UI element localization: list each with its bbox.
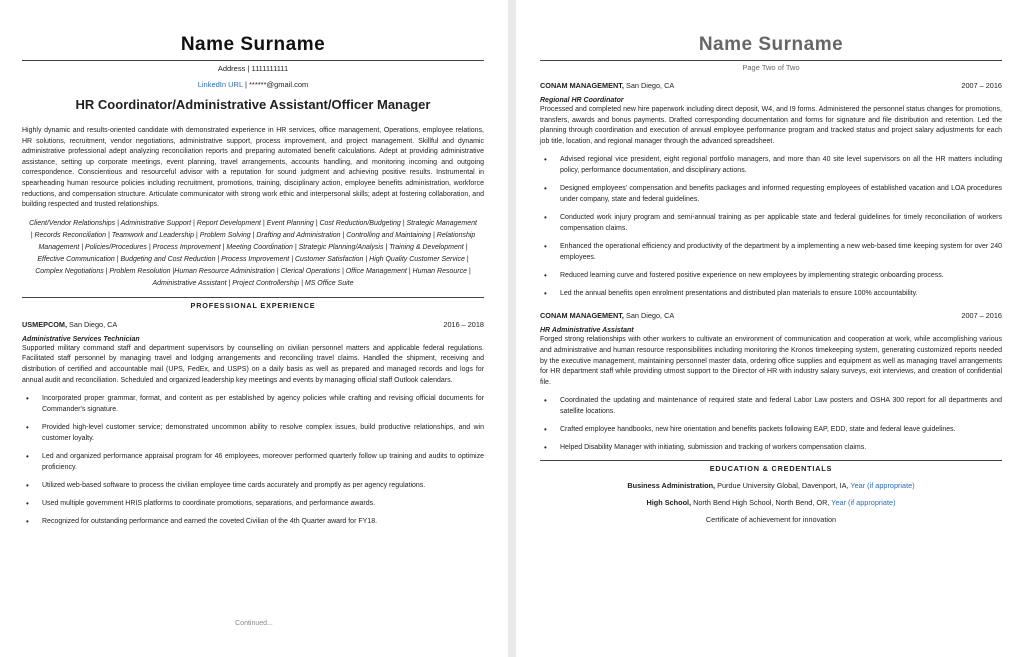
company-name: CONAM MANAGEMENT, [540, 311, 624, 321]
degree: Business Administration, [627, 481, 716, 491]
certificate-entry: Certificate of achievement for innovation [705, 515, 837, 525]
bullet-item: • Provided high-level customer service; demonstrated uncommon ability to resolve complex issues, build productive relationships, and win customer loyalty. [22, 422, 484, 444]
resume-headline: HR Coordinator/Administrative Assistant/Officer Manager [75, 97, 431, 112]
bullet-item: • Crafted employee handbooks, new hire orientation and benefits packets following EAP, EDD, state and federal leave guidelines. [540, 424, 1002, 435]
job-entry-conam-admin [540, 311, 1002, 453]
resume-page-two [516, 0, 1024, 657]
job-role: Administrative Services Technician [22, 335, 140, 343]
bullet-item: • Used multiple government HRIS platforms to coordinate promotions, separations, and performance awards. [22, 498, 484, 509]
contact-line [22, 80, 484, 89]
address-line: Address | 1111111111 [217, 64, 289, 73]
page-number-label: Page Two of Two [742, 63, 800, 72]
continued-note: Continued... [235, 620, 273, 627]
job-header [540, 311, 1002, 320]
section-heading-experience: PROFESSIONAL EXPERIENCE [22, 297, 484, 310]
job-header [540, 81, 1002, 90]
job-bullets [22, 393, 484, 527]
company-location: San Diego, CA [67, 319, 118, 329]
summary-paragraph: Highly dynamic and results-oriented candidate with demonstrated experience in HR services, office management, Operations, employee relations, HR solutions, recruitment, vendor negotiations, administrative support, process improvement, and project management. Skillful and dynamic administrative professional adept analyzing reconciliation reports and preparing automated benefit calculations. Adept at providing administrative assistance, setting up corporate meetings, event planning, travel arrangements, accounts handling, and monitoring incoming and outgoing correspondence. Conscientious and resourceful advisor with a reputation for sound judgment and achieving positive results. Instrumental in spearheading human resource policies including recruitment, promotions, training, disciplinary action, employee benefits administration, workforce reductions, and compensation structure. Articulate communicator with strong work ethic and interpersonal skills; adept at fostering collaboration, and building respected and trusted relationships. [22, 127, 484, 209]
school: North Bend High School, North Bend, OR, [691, 498, 832, 508]
job-dates: 2016 – 2018 [443, 319, 484, 329]
bullet-item: • Reduced learning curve and fostered positive experience on new employees by implementing strategic onboarding process. [540, 270, 1002, 281]
job-description: Supported military command staff and department supervisors by counselling on civilian personnel matters and applicable federal regulations. Facilitated staff personnel by managing travel and lodging arrangements and reconciling travel claims. Handled the shipment, receiving and distribution of certified and accountable mail (UPS, FedEx, and USPS) on a daily basis as well as prepared and managed records and logs for annual audit and reconciliation. Scheduled and organized leadership key meetings and events by managing official staff Outlook calendars. [22, 344, 484, 384]
bullet-item: • Helped Disability Manager with initiating, submission and tracking of workers compensation claims. [540, 442, 1002, 453]
job-entry-usmepcom [22, 320, 484, 527]
email-text: | ******@gmail.com [242, 80, 309, 89]
bullet-item: • Advised regional vice president, eight regional portfolio managers, and more than 40 site level supervisors on all the HR matters including policy, performance documentation, and disciplinary actions. [540, 154, 1002, 176]
job-dates: 2007 – 2016 [961, 81, 1002, 90]
job-header [22, 320, 484, 329]
year-link[interactable]: Year (if appropriate) [850, 481, 915, 491]
resume-page-one [0, 0, 508, 657]
education-entry [540, 498, 1002, 507]
candidate-name: Name Surname [180, 34, 326, 55]
job-dates: 2007 – 2016 [961, 311, 1002, 321]
bullet-item: • Incorporated proper grammar, format, and content as per established by agency policies while crafting and revising official documents for Commander's signature. [22, 393, 484, 415]
skills-list: Client/Vendor Relationships | Administrative Support | Report Development | Event Planning | Cost Reduction/Budgeting | Strategic Management | Records Reconciliation | Teamwork and Leadership | Problem Solving | Drafting and Administration | Controlling and Maintaining | Relationship Management | Policies/Procedures | Process Improvement | Meeting Coordination | Strategic Planning/Analysis | Training & Development | Effective Communication | Budgeting and Cost Reduction | Process Improvement | Customer Satisfaction | High Quality Customer Service | Complex Negotiations | Problem Resolution |Human Resource Administration | Clerical Operations | Office Management | Human Resource | Administrative Assistant | Project Controllership | MS Office Suite [29, 219, 477, 287]
bullet-item: • Designed employees' compensation and benefits packages and informed requesting employees of established vacation and LOA procedures under company, state and federal guidelines. [540, 183, 1002, 205]
bullet-item: • Led and organized performance appraisal program for 46 employees, moreover performed quarterly follow up training and audits to optimize proficiency. [22, 451, 484, 473]
company-name: CONAM MANAGEMENT, [540, 81, 624, 90]
header-rule [22, 60, 484, 61]
bullet-item: • Enhanced the operational efficiency and productivity of the department by a implementing a new web-based time keeping system for over 240 employees. [540, 241, 1002, 263]
bullet-item: • Coordinated the updating and maintenance of required state and federal Labor Law posters and OSHA 300 report for all departments and satellite locations. [540, 395, 1002, 417]
job-role: HR Administrative Assistant [540, 327, 634, 335]
job-description: Processed and completed new hire paperwork including direct deposit, W4, and I9 forms. Administered the personnel status changes for promotions, transfers, awards and bonus payments. Drafted corresponding documentation and forms for signature and file distribution and retention. Led the planning through coordination and execution of annual employee performance program and tracked status and project salary adjustments for each job title, location, and regional manager through the advanced spreadsheet. [540, 106, 1002, 145]
job-bullets [540, 395, 1002, 453]
job-entry-conam-regional [540, 81, 1002, 299]
header-rule [540, 60, 1002, 61]
company-location: San Diego, CA [623, 311, 675, 321]
school: Purdue University Global, Davenport, IA, [715, 481, 851, 491]
bullet-item: • Recognized for outstanding performance and earned the coveted Civilian of the 4th Quarter award for FY18. [22, 516, 484, 527]
company-location: San Diego, CA [623, 81, 675, 90]
bullet-item: • Led the annual benefits open enrolment presentations and distributed plan materials to ensure 100% accountability. [540, 288, 1002, 299]
section-heading-education: EDUCATION & CREDENTIALS [540, 460, 1002, 473]
year-link[interactable]: Year (if appropriate) [831, 498, 896, 508]
bullet-item: • Utilized web-based software to process the civilian employee time cards accurately and promptly as per agency regulations. [22, 480, 484, 491]
bullet-item: • Conducted work injury program and semi-annual training as per applicable state and federal guidelines for timely reconciliation of workers compensation claims. [540, 212, 1002, 234]
linkedin-link[interactable]: LinkedIn URL [197, 80, 243, 89]
job-role: Regional HR Coordinator [540, 97, 624, 104]
job-bullets [540, 154, 1002, 299]
company-name: USMEPCOM, [22, 319, 67, 329]
education-entry [540, 481, 1002, 490]
job-description: Forged strong relationships with other workers to cultivate an environment of communication and cooperation at work, while accomplishing various and administrative and human resource responsibilities including monitoring the Kronos timekeeping system, generating customized reports needed by the executive management, maintaining personnel master data, ordering office supplies and equipment as well as managing travel arrangements for HR department staff while providing utmost support to the Director of HR with industry salary surveys, exit interviews, and creation of confidential file. [540, 336, 1002, 386]
candidate-name: Name Surname [698, 34, 844, 55]
degree: High School, [646, 498, 692, 508]
